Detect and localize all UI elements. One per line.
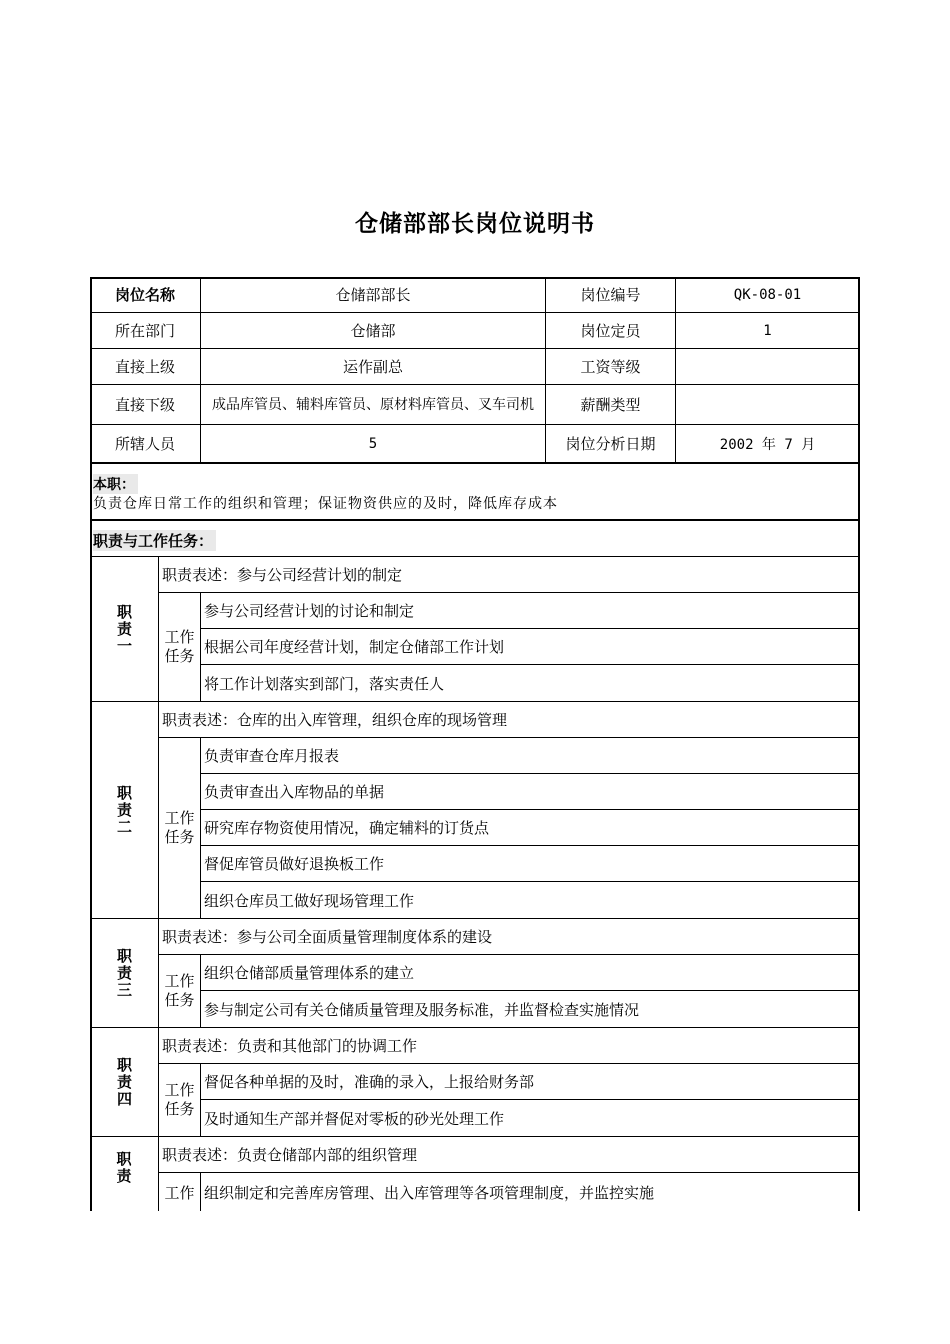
task-item: 及时通知生产部并督促对零板的砂光处理工作 [201,1100,860,1137]
label-position-code: 岗位编号 [546,277,676,313]
task-item: 负责审查仓库月报表 [201,738,860,774]
main-responsibility-text: 负责仓库日常工作的组织和管理；保证物资供应的及时，降低库存成本 [93,496,558,512]
task-item: 督促各种单据的及时，准确的录入，上报给财务部 [201,1064,860,1100]
value-department: 仓储部 [201,313,546,349]
duty-label [90,919,159,1028]
task-label-text: 工作 [164,1184,195,1202]
label-staff-count: 所辖人员 [90,425,201,464]
task-label [159,593,201,702]
task-item: 组织制定和完善库房管理、出入库管理等各项管理制度，并监控实施 [204,1184,655,1202]
task-item: 组织仓库员工做好现场管理工作 [201,882,860,919]
value-headcount: 1 [676,313,860,349]
value-analysis-date: 2002 年 7 月 [676,425,860,464]
duty-label [90,702,159,919]
duty-label-text: 职责三 [115,947,133,999]
main-responsibility [90,464,860,521]
duty-statement: 职责表述：仓库的出入库管理，组织仓库的现场管理 [159,702,860,738]
task-item: 督促库管员做好退换板工作 [201,846,860,882]
task-item: 将工作计划落实到部门，落实责任人 [201,665,860,702]
task-label-text: 工作任务 [164,1081,195,1118]
label-pay-type: 薪酬类型 [546,385,676,425]
value-direct-superior: 运作副总 [201,349,546,385]
task-item: 研究库存物资使用情况，确定辅料的订货点 [201,810,860,846]
task-item: 参与制定公司有关仓储质量管理及服务标准，并监督检查实施情况 [201,991,860,1028]
duty-label [90,1137,159,1211]
task-item: 组织仓储部质量管理体系的建立 [201,955,860,991]
task-label [159,1173,201,1211]
task-item: 负责审查出入库物品的单据 [201,774,860,810]
duty-statement: 职责表述：参与公司经营计划的制定 [159,557,860,593]
duty-label-text: 职责一 [115,603,133,655]
duty-statement: 职责表述：参与公司全面质量管理制度体系的建设 [159,919,860,955]
label-analysis-date: 岗位分析日期 [546,425,676,464]
value-pay-type [676,385,860,425]
duties-section-heading [90,521,860,557]
value-salary-grade [676,349,860,385]
label-department: 所在部门 [90,313,201,349]
value-direct-subordinates: 成品库管员、辅料库管员、原材料库管员、叉车司机 [201,385,546,425]
task-item: 参与公司经营计划的讨论和制定 [201,593,860,629]
label-direct-superior: 直接上级 [90,349,201,385]
duty-label-text: 职责二 [115,784,133,836]
task-label-text: 工作任务 [164,809,195,846]
label-direct-subordinates: 直接下级 [90,385,201,425]
value-position-code: QK-08-01 [676,277,860,313]
task-label [159,738,201,919]
label-position-name: 岗位名称 [90,277,201,313]
task-label-text: 工作任务 [164,628,195,665]
duty-label-text: 职责四 [115,1056,133,1108]
label-headcount: 岗位定员 [546,313,676,349]
duty-statement: 职责表述：负责仓储部内部的组织管理 [159,1137,860,1173]
duty-label [90,557,159,702]
value-staff-count: 5 [201,425,546,464]
value-position-name: 仓储部部长 [201,277,546,313]
task-item: 根据公司年度经营计划，制定仓储部工作计划 [201,629,860,665]
duties-heading-text: 职责与工作任务： [93,530,216,551]
page-title: 仓储部部长岗位说明书 [355,211,595,237]
duty-label-text: 职责 [114,1151,133,1185]
label-salary-grade: 工资等级 [546,349,676,385]
task-label [159,955,201,1028]
main-responsibility-label: 本职： [93,474,138,494]
task-label-text: 工作任务 [164,972,195,1009]
duty-label [90,1028,159,1137]
duty-statement: 职责表述：负责和其他部门的协调工作 [159,1028,860,1064]
task-label [159,1064,201,1137]
